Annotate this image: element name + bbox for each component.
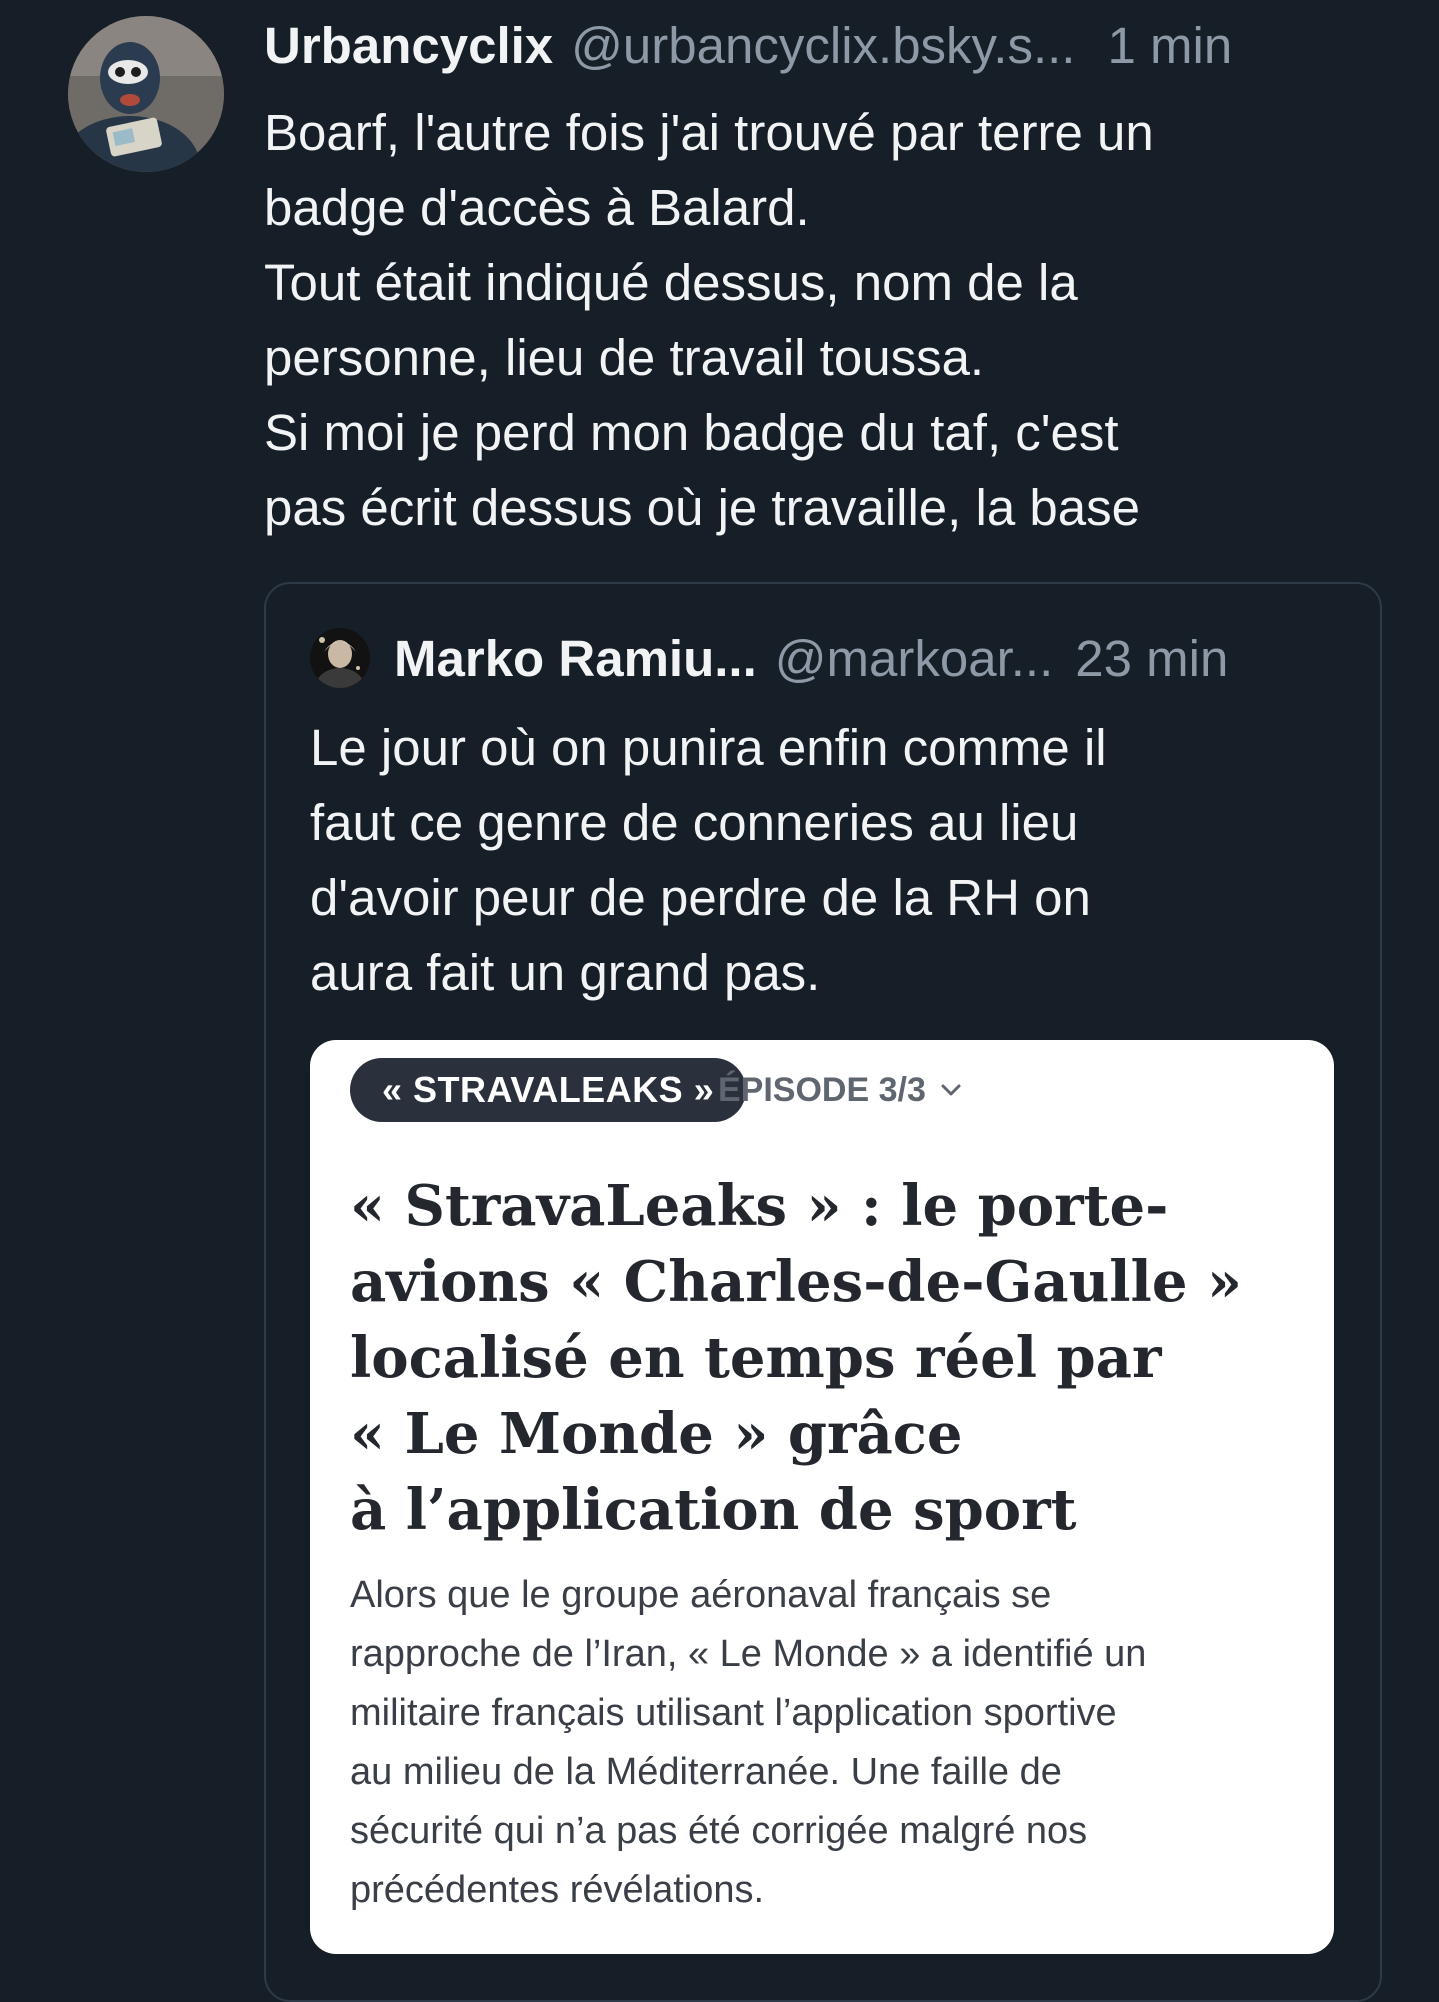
article-rubric-badge: « STRAVALEAKS » [350,1058,746,1122]
quoted-text-line: Le jour où on punira enfin comme il [310,719,1107,776]
quoted-post-body [310,710,1350,1010]
post-text-line: Tout était indiqué dessus, nom de la [264,254,1078,311]
article-headline-line: « Le Monde » grâce [350,1401,963,1467]
quoted-text-line: aura fait un grand pas. [310,944,821,1001]
post-body [264,95,1394,545]
author-display-name[interactable]: Urbancyclix [264,17,554,74]
article-headline-line: localisé en temps réel par [350,1325,1162,1391]
article-headline-line: à l’application de sport [350,1477,1077,1543]
quoted-author-handle[interactable]: @markoar... [774,629,1054,687]
quoted-text-line: faut ce genre de conneries au lieu [310,794,1079,851]
post-timestamp[interactable]: 1 min [1107,17,1233,74]
quoted-post[interactable] [264,582,1382,2002]
article-standfirst-line: militaire français utilisant l’application sportive [350,1692,1117,1734]
article-episode-selector [718,1058,962,1122]
quoted-text-line: d'avoir peur de perdre de la RH on [310,869,1091,926]
article-headline [350,1168,1310,1548]
quoted-post-header [310,626,1228,690]
article-standfirst-line: rapproche de l’Iran, « Le Monde » a identifié un [350,1633,1147,1675]
chevron-down-icon [940,1083,962,1097]
article-standfirst-line: précédentes révélations. [350,1869,765,1911]
post-text-line: personne, lieu de travail toussa. [264,329,985,386]
article-headline-line: avions « Charles-de-Gaulle » [350,1249,1242,1315]
article-standfirst-line: au milieu de la Méditerranée. Une faille de [350,1751,1062,1793]
article-standfirst [350,1566,1310,1920]
article-headline-line: « StravaLeaks » : le porte- [350,1173,1169,1239]
post-text-line: Boarf, l'autre fois j'ai trouvé par terre un [264,104,1154,161]
article-standfirst-line: sécurité qui n’a pas été corrigée malgré nos [350,1810,1088,1852]
quoted-author-display-name[interactable]: Marko Ramiu... [394,629,757,687]
quoted-author-avatar[interactable] [310,628,370,688]
article-episode-label: ÉPISODE 3/3 [718,1070,926,1109]
post-text-line: Si moi je perd mon badge du taf, c'est [264,404,1119,461]
quoted-author-avatar-image [310,628,370,688]
author-handle[interactable]: @urbancyclix.bsky.s... [571,17,1076,74]
quoted-post-timestamp[interactable]: 23 min [1075,629,1229,687]
post-text-line: pas écrit dessus où je travaille, la base [264,479,1140,536]
author-avatar-image [68,16,224,172]
post-header [264,14,1384,78]
embedded-article-image[interactable] [310,1040,1334,1954]
post-text-line: badge d'accès à Balard. [264,179,810,236]
article-standfirst-line: Alors que le groupe aéronaval français se [350,1574,1052,1616]
author-avatar[interactable] [68,16,224,172]
